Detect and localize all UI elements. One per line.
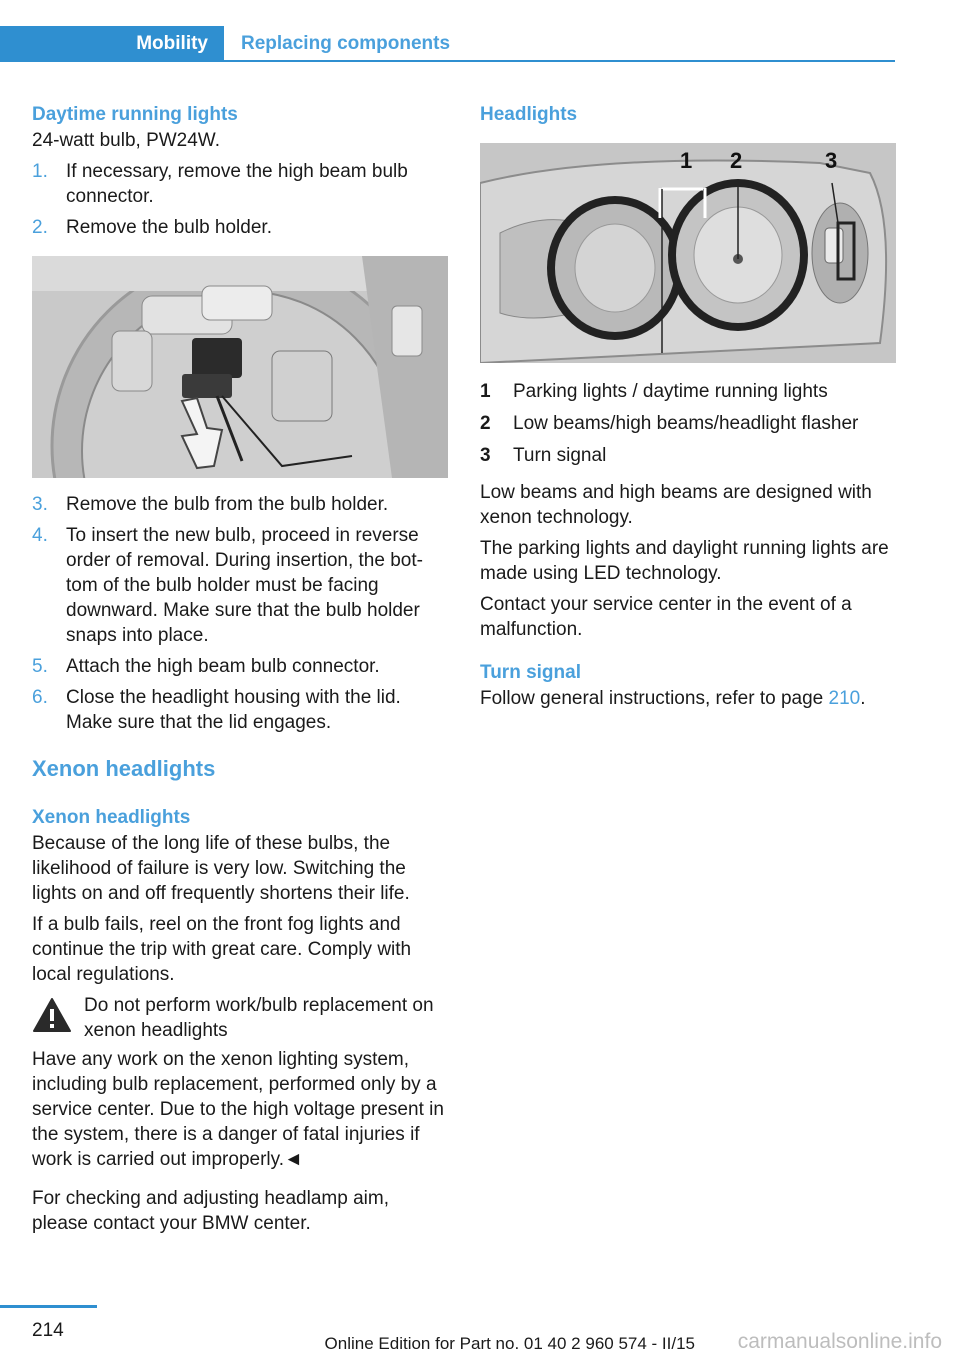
step-number: 2. [32, 217, 48, 238]
legend-number: 1 [480, 381, 491, 402]
list-item [32, 523, 448, 648]
warning-title: Do not perform work/bulb replacement on xenon headlights [84, 995, 434, 1041]
step-text: Remove the bulb holder. [66, 217, 272, 238]
turn-signal-text: Follow general instructions, refer to page [480, 688, 829, 709]
list-item [32, 492, 448, 517]
xenon-headlights-section-heading: Xenon headlights [32, 756, 216, 781]
step-text: If necessary, remove the high beam bulb connector. [66, 161, 408, 207]
steps-list-b [32, 492, 448, 735]
warning-body: Have any work on the xenon lighting system, including bulb replacement, performed only by a service center. Due to the high voltage present in the system, there is a danger of fatal injuries if work is carried out improperly.◄ [32, 1049, 444, 1170]
step-number: 5. [32, 656, 48, 677]
legend-text: Parking lights / daytime running lights [513, 381, 828, 402]
step-text: Remove the bulb from the bulb holder. [66, 494, 389, 515]
legend-item [480, 408, 896, 440]
warning-block [32, 993, 448, 1043]
watermark: carmanualsonline.info [737, 1330, 942, 1353]
list-item [32, 215, 448, 240]
page-210-link[interactable]: 210 [828, 688, 861, 709]
xenon-paragraph-2: If a bulb fails, reel on the front fog lights and continue the trip with great care. Comply with local regulations. [32, 914, 412, 985]
headlight-legend [480, 376, 896, 472]
headlight-diagram-photo [480, 143, 896, 363]
section-tab-mobility: Mobility [0, 26, 224, 62]
right-column [480, 102, 896, 717]
turn-signal-paragraph [480, 686, 896, 711]
turn-signal-period: . [860, 688, 866, 709]
headlights-heading: Headlights [480, 104, 578, 125]
legend-item [480, 440, 896, 472]
edition-line: Online Edition for Part no. 01 40 2 960 574 - II/15 [324, 1334, 695, 1353]
step-number: 6. [32, 687, 48, 708]
list-item [32, 654, 448, 679]
step-text: Attach the high beam bulb connector. [66, 656, 380, 677]
callout-1-label: 1 [680, 148, 693, 173]
callout-2-label: 2 [730, 148, 743, 173]
closing-paragraph: For checking and adjusting headlamp aim, please contact your BMW center. [32, 1188, 389, 1234]
xenon-headlights-subheading: Xenon headlights [32, 807, 191, 828]
headlights-paragraph-1: Low beams and high beams are designed with xenon technology. [480, 482, 872, 528]
legend-number: 2 [480, 413, 491, 434]
turn-signal-heading: Turn signal [480, 662, 581, 683]
bulb-holder-photo [32, 256, 448, 478]
step-number: 1. [32, 161, 48, 182]
daytime-running-lights-heading: Daytime running lights [32, 104, 238, 125]
list-item [32, 685, 448, 735]
chapter-tab-replacing-components: Replacing components [241, 33, 451, 54]
headlights-paragraph-2: The parking lights and daylight running lights are made using LED technology. [480, 538, 889, 584]
steps-list-a [32, 159, 448, 240]
step-number: 3. [32, 494, 48, 515]
legend-number: 3 [480, 445, 491, 466]
left-column [32, 102, 448, 1242]
legend-text: Turn signal [513, 445, 607, 466]
step-text: Close the headlight housing with the lid. Make sure that the lid engages. [66, 687, 401, 733]
step-number: 4. [32, 525, 48, 546]
legend-item [480, 376, 896, 408]
footer-rule [0, 1305, 97, 1308]
warning-triangle-icon [32, 997, 72, 1033]
step-text: To insert the new bulb, proceed in reverse order of removal. During insertion, the bot‐tom of the bulb holder must be facing downward. Make sure that the bulb holder snaps into place. [66, 525, 423, 646]
page-number: 214 [32, 1320, 64, 1341]
page-header [0, 26, 895, 62]
callout-3-label: 3 [825, 148, 838, 173]
legend-text: Low beams/high beams/headlight flasher [513, 413, 859, 434]
xenon-paragraph-1: Because of the long life of these bulbs, the likelihood of failure is very low. Switching the lights on and off frequently shortens their life. [32, 833, 410, 904]
daytime-bulb-spec: 24-watt bulb, PW24W. [32, 130, 220, 151]
headlights-paragraph-3: Contact your service center in the event of a malfunction. [480, 594, 852, 640]
list-item [32, 159, 448, 209]
